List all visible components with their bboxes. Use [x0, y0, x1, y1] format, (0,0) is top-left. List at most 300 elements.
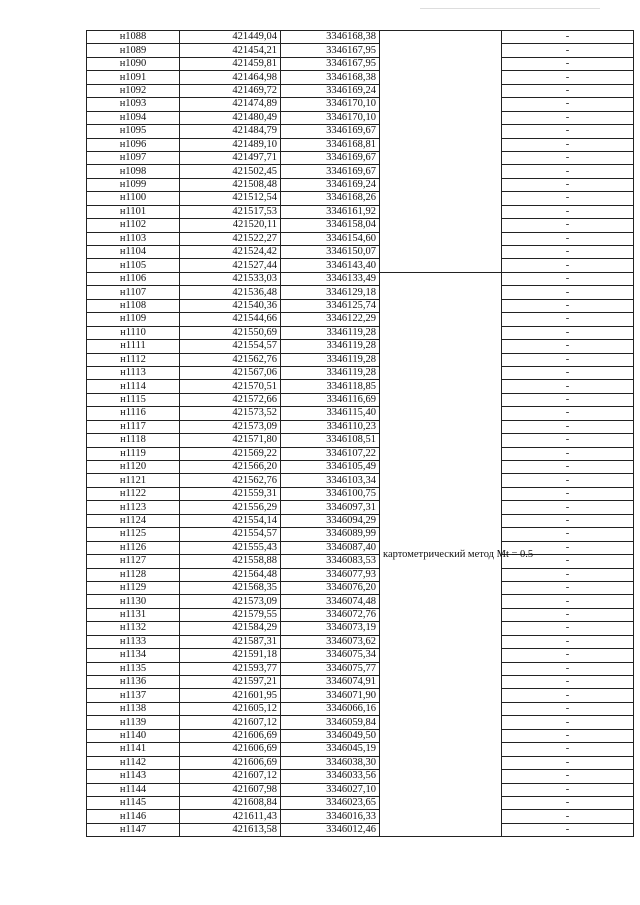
table-row — [87, 259, 634, 272]
y-coordinate-cell: 3346118,85 — [281, 380, 380, 393]
x-coordinate-cell: 421579,55 — [180, 608, 281, 621]
y-coordinate-cell: 3346119,28 — [281, 366, 380, 379]
dash-cell: - — [502, 434, 634, 447]
dash-cell: - — [502, 823, 634, 836]
y-coordinate-cell: 3346089,99 — [281, 528, 380, 541]
x-coordinate-cell: 421572,66 — [180, 393, 281, 406]
point-id-cell: н1090 — [87, 57, 180, 70]
point-id-cell: н1094 — [87, 111, 180, 124]
dash-cell: - — [502, 487, 634, 500]
dash-cell: - — [502, 756, 634, 769]
table-row — [87, 541, 634, 554]
point-id-cell: н1137 — [87, 689, 180, 702]
dash-cell: - — [502, 326, 634, 339]
point-id-cell: н1136 — [87, 676, 180, 689]
table-row — [87, 353, 634, 366]
x-coordinate-cell: 421593,77 — [180, 662, 281, 675]
point-id-cell: н1128 — [87, 568, 180, 581]
dash-cell: - — [502, 272, 634, 285]
dash-cell: - — [502, 31, 634, 44]
method-note-cell: картометрический метод Mt = 0.5 — [380, 272, 502, 836]
table-row — [87, 743, 634, 756]
x-coordinate-cell: 421554,57 — [180, 528, 281, 541]
y-coordinate-cell: 3346107,22 — [281, 447, 380, 460]
x-coordinate-cell: 421569,22 — [180, 447, 281, 460]
scan-artifact — [420, 8, 600, 9]
dash-cell: - — [502, 461, 634, 474]
y-coordinate-cell: 3346150,07 — [281, 246, 380, 259]
dash-cell: - — [502, 192, 634, 205]
y-coordinate-cell: 3346125,74 — [281, 299, 380, 312]
x-coordinate-cell: 421559,31 — [180, 487, 281, 500]
x-coordinate-cell: 421550,69 — [180, 326, 281, 339]
table-row — [87, 635, 634, 648]
x-coordinate-cell: 421524,42 — [180, 246, 281, 259]
table-row — [87, 796, 634, 809]
table-row — [87, 125, 634, 138]
y-coordinate-cell: 3346119,28 — [281, 353, 380, 366]
x-coordinate-cell: 421587,31 — [180, 635, 281, 648]
table-row — [87, 151, 634, 164]
y-coordinate-cell: 3346023,65 — [281, 796, 380, 809]
table-row — [87, 501, 634, 514]
x-coordinate-cell: 421527,44 — [180, 259, 281, 272]
x-coordinate-cell: 421484,79 — [180, 125, 281, 138]
dash-cell: - — [502, 528, 634, 541]
y-coordinate-cell: 3346012,46 — [281, 823, 380, 836]
y-coordinate-cell: 3346129,18 — [281, 286, 380, 299]
dash-cell: - — [502, 676, 634, 689]
x-coordinate-cell: 421544,66 — [180, 313, 281, 326]
point-id-cell: н1108 — [87, 299, 180, 312]
x-coordinate-cell: 421570,51 — [180, 380, 281, 393]
dash-cell: - — [502, 125, 634, 138]
y-coordinate-cell: 3346076,20 — [281, 581, 380, 594]
x-coordinate-cell: 421573,09 — [180, 420, 281, 433]
dash-cell: - — [502, 259, 634, 272]
point-id-cell: н1116 — [87, 407, 180, 420]
point-id-cell: н1118 — [87, 434, 180, 447]
point-id-cell: н1121 — [87, 474, 180, 487]
point-id-cell: н1120 — [87, 461, 180, 474]
y-coordinate-cell: 3346027,10 — [281, 783, 380, 796]
dash-cell: - — [502, 151, 634, 164]
y-coordinate-cell: 3346167,95 — [281, 44, 380, 57]
point-id-cell: н1141 — [87, 743, 180, 756]
method-cell-empty — [380, 31, 502, 273]
table-row — [87, 407, 634, 420]
x-coordinate-cell: 421508,48 — [180, 178, 281, 191]
dash-cell: - — [502, 420, 634, 433]
y-coordinate-cell: 3346158,04 — [281, 219, 380, 232]
x-coordinate-cell: 421591,18 — [180, 649, 281, 662]
table-row — [87, 326, 634, 339]
dash-cell: - — [502, 165, 634, 178]
table-row — [87, 420, 634, 433]
point-id-cell: н1145 — [87, 796, 180, 809]
y-coordinate-cell: 3346169,67 — [281, 165, 380, 178]
x-coordinate-cell: 421480,49 — [180, 111, 281, 124]
point-id-cell: н1105 — [87, 259, 180, 272]
point-id-cell: н1147 — [87, 823, 180, 836]
point-id-cell: н1119 — [87, 447, 180, 460]
y-coordinate-cell: 3346094,29 — [281, 514, 380, 527]
y-coordinate-cell: 3346168,38 — [281, 31, 380, 44]
dash-cell: - — [502, 353, 634, 366]
point-id-cell: н1146 — [87, 810, 180, 823]
table-row — [87, 57, 634, 70]
table-row — [87, 71, 634, 84]
point-id-cell: н1099 — [87, 178, 180, 191]
y-coordinate-cell: 3346119,28 — [281, 326, 380, 339]
dash-cell: - — [502, 729, 634, 742]
x-coordinate-cell: 421536,48 — [180, 286, 281, 299]
y-coordinate-cell: 3346103,34 — [281, 474, 380, 487]
x-coordinate-cell: 421601,95 — [180, 689, 281, 702]
dash-cell: - — [502, 366, 634, 379]
y-coordinate-cell: 3346168,81 — [281, 138, 380, 151]
table-row — [87, 380, 634, 393]
point-id-cell: н1117 — [87, 420, 180, 433]
dash-cell: - — [502, 783, 634, 796]
point-id-cell: н1091 — [87, 71, 180, 84]
point-id-cell: н1133 — [87, 635, 180, 648]
x-coordinate-cell: 421464,98 — [180, 71, 281, 84]
x-coordinate-cell: 421556,29 — [180, 501, 281, 514]
y-coordinate-cell: 3346161,92 — [281, 205, 380, 218]
y-coordinate-cell: 3346110,23 — [281, 420, 380, 433]
dash-cell: - — [502, 555, 634, 568]
dash-cell: - — [502, 608, 634, 621]
table-row — [87, 595, 634, 608]
table-row — [87, 622, 634, 635]
x-coordinate-cell: 421606,69 — [180, 729, 281, 742]
table-row — [87, 528, 634, 541]
table-row — [87, 729, 634, 742]
point-id-cell: н1132 — [87, 622, 180, 635]
dash-cell: - — [502, 138, 634, 151]
x-coordinate-cell: 421558,88 — [180, 555, 281, 568]
x-coordinate-cell: 421566,20 — [180, 461, 281, 474]
table-row — [87, 555, 634, 568]
table-row — [87, 165, 634, 178]
y-coordinate-cell: 3346016,33 — [281, 810, 380, 823]
x-coordinate-cell: 421564,48 — [180, 568, 281, 581]
dash-cell: - — [502, 57, 634, 70]
y-coordinate-cell: 3346077,93 — [281, 568, 380, 581]
dash-cell: - — [502, 340, 634, 353]
x-coordinate-cell: 421606,69 — [180, 756, 281, 769]
point-id-cell: н1104 — [87, 246, 180, 259]
y-coordinate-cell: 3346108,51 — [281, 434, 380, 447]
table-row — [87, 111, 634, 124]
point-id-cell: н1134 — [87, 649, 180, 662]
table-row — [87, 44, 634, 57]
y-coordinate-cell: 3346169,24 — [281, 178, 380, 191]
y-coordinate-cell: 3346083,53 — [281, 555, 380, 568]
table-row — [87, 272, 634, 285]
point-id-cell: н1125 — [87, 528, 180, 541]
x-coordinate-cell: 421474,89 — [180, 98, 281, 111]
table-row — [87, 702, 634, 715]
coordinates-table — [86, 30, 634, 837]
dash-cell: - — [502, 380, 634, 393]
x-coordinate-cell: 421502,45 — [180, 165, 281, 178]
x-coordinate-cell: 421611,43 — [180, 810, 281, 823]
point-id-cell: н1107 — [87, 286, 180, 299]
dash-cell: - — [502, 98, 634, 111]
x-coordinate-cell: 421555,43 — [180, 541, 281, 554]
y-coordinate-cell: 3346075,77 — [281, 662, 380, 675]
y-coordinate-cell: 3346097,31 — [281, 501, 380, 514]
table-row — [87, 568, 634, 581]
x-coordinate-cell: 421522,27 — [180, 232, 281, 245]
point-id-cell: н1095 — [87, 125, 180, 138]
point-id-cell: н1138 — [87, 702, 180, 715]
y-coordinate-cell: 3346073,62 — [281, 635, 380, 648]
y-coordinate-cell: 3346074,48 — [281, 595, 380, 608]
x-coordinate-cell: 421573,09 — [180, 595, 281, 608]
y-coordinate-cell: 3346168,38 — [281, 71, 380, 84]
y-coordinate-cell: 3346170,10 — [281, 98, 380, 111]
dash-cell: - — [502, 702, 634, 715]
point-id-cell: н1114 — [87, 380, 180, 393]
y-coordinate-cell: 3346049,50 — [281, 729, 380, 742]
dash-cell: - — [502, 595, 634, 608]
point-id-cell: н1096 — [87, 138, 180, 151]
y-coordinate-cell: 3346169,67 — [281, 151, 380, 164]
table-row — [87, 514, 634, 527]
table-row — [87, 676, 634, 689]
table-row — [87, 98, 634, 111]
table-row — [87, 756, 634, 769]
x-coordinate-cell: 421567,06 — [180, 366, 281, 379]
table-row — [87, 192, 634, 205]
dash-cell: - — [502, 407, 634, 420]
table-row — [87, 581, 634, 594]
y-coordinate-cell: 3346105,49 — [281, 461, 380, 474]
dash-cell: - — [502, 649, 634, 662]
y-coordinate-cell: 3346154,60 — [281, 232, 380, 245]
table-row — [87, 662, 634, 675]
dash-cell: - — [502, 514, 634, 527]
x-coordinate-cell: 421554,14 — [180, 514, 281, 527]
y-coordinate-cell: 3346033,56 — [281, 770, 380, 783]
point-id-cell: н1142 — [87, 756, 180, 769]
y-coordinate-cell: 3346066,16 — [281, 702, 380, 715]
x-coordinate-cell: 421512,54 — [180, 192, 281, 205]
dash-cell: - — [502, 232, 634, 245]
x-coordinate-cell: 421608,84 — [180, 796, 281, 809]
point-id-cell: н1088 — [87, 31, 180, 44]
dash-cell: - — [502, 299, 634, 312]
dash-cell: - — [502, 716, 634, 729]
x-coordinate-cell: 421497,71 — [180, 151, 281, 164]
x-coordinate-cell: 421597,21 — [180, 676, 281, 689]
table-row — [87, 84, 634, 97]
y-coordinate-cell: 3346045,19 — [281, 743, 380, 756]
y-coordinate-cell: 3346075,34 — [281, 649, 380, 662]
table-row — [87, 205, 634, 218]
x-coordinate-cell: 421554,57 — [180, 340, 281, 353]
point-id-cell: н1131 — [87, 608, 180, 621]
x-coordinate-cell: 421520,11 — [180, 219, 281, 232]
table-row — [87, 810, 634, 823]
dash-cell: - — [502, 743, 634, 756]
x-coordinate-cell: 421607,98 — [180, 783, 281, 796]
table-row — [87, 313, 634, 326]
x-coordinate-cell: 421459,81 — [180, 57, 281, 70]
point-id-cell: н1135 — [87, 662, 180, 675]
x-coordinate-cell: 421469,72 — [180, 84, 281, 97]
dash-cell: - — [502, 662, 634, 675]
point-id-cell: н1124 — [87, 514, 180, 527]
x-coordinate-cell: 421571,80 — [180, 434, 281, 447]
x-coordinate-cell: 421562,76 — [180, 353, 281, 366]
x-coordinate-cell: 421607,12 — [180, 770, 281, 783]
y-coordinate-cell: 3346122,29 — [281, 313, 380, 326]
table-row — [87, 770, 634, 783]
table-row — [87, 434, 634, 447]
y-coordinate-cell: 3346170,10 — [281, 111, 380, 124]
y-coordinate-cell: 3346116,69 — [281, 393, 380, 406]
y-coordinate-cell: 3346038,30 — [281, 756, 380, 769]
dash-cell: - — [502, 770, 634, 783]
dash-cell: - — [502, 205, 634, 218]
point-id-cell: н1130 — [87, 595, 180, 608]
table-row — [87, 299, 634, 312]
point-id-cell: н1129 — [87, 581, 180, 594]
point-id-cell: н1112 — [87, 353, 180, 366]
dash-cell: - — [502, 84, 634, 97]
dash-cell: - — [502, 810, 634, 823]
table-row — [87, 366, 634, 379]
point-id-cell: н1103 — [87, 232, 180, 245]
table-row — [87, 783, 634, 796]
point-id-cell: н1106 — [87, 272, 180, 285]
y-coordinate-cell: 3346072,76 — [281, 608, 380, 621]
x-coordinate-cell: 421517,53 — [180, 205, 281, 218]
x-coordinate-cell: 421568,35 — [180, 581, 281, 594]
y-coordinate-cell: 3346115,40 — [281, 407, 380, 420]
point-id-cell: н1098 — [87, 165, 180, 178]
y-coordinate-cell: 3346059,84 — [281, 716, 380, 729]
y-coordinate-cell: 3346074,91 — [281, 676, 380, 689]
point-id-cell: н1115 — [87, 393, 180, 406]
table-row — [87, 689, 634, 702]
y-coordinate-cell: 3346169,67 — [281, 125, 380, 138]
point-id-cell: н1126 — [87, 541, 180, 554]
table-row — [87, 138, 634, 151]
table-row — [87, 340, 634, 353]
dash-cell: - — [502, 447, 634, 460]
y-coordinate-cell: 3346169,24 — [281, 84, 380, 97]
x-coordinate-cell: 421613,58 — [180, 823, 281, 836]
point-id-cell: н1109 — [87, 313, 180, 326]
table-row — [87, 286, 634, 299]
dash-cell: - — [502, 393, 634, 406]
dash-cell: - — [502, 581, 634, 594]
dash-cell: - — [502, 313, 634, 326]
x-coordinate-cell: 421606,69 — [180, 743, 281, 756]
dash-cell: - — [502, 219, 634, 232]
point-id-cell: н1092 — [87, 84, 180, 97]
point-id-cell: н1110 — [87, 326, 180, 339]
x-coordinate-cell: 421489,10 — [180, 138, 281, 151]
point-id-cell: н1113 — [87, 366, 180, 379]
point-id-cell: н1123 — [87, 501, 180, 514]
point-id-cell: н1101 — [87, 205, 180, 218]
coordinates-table-body — [87, 31, 634, 837]
point-id-cell: н1100 — [87, 192, 180, 205]
x-coordinate-cell: 421607,12 — [180, 716, 281, 729]
table-row — [87, 461, 634, 474]
table-row — [87, 178, 634, 191]
x-coordinate-cell: 421573,52 — [180, 407, 281, 420]
point-id-cell: н1093 — [87, 98, 180, 111]
dash-cell: - — [502, 246, 634, 259]
y-coordinate-cell: 3346119,28 — [281, 340, 380, 353]
point-id-cell: н1111 — [87, 340, 180, 353]
dash-cell: - — [502, 541, 634, 554]
table-row — [87, 246, 634, 259]
x-coordinate-cell: 421533,03 — [180, 272, 281, 285]
x-coordinate-cell: 421449,04 — [180, 31, 281, 44]
x-coordinate-cell: 421562,76 — [180, 474, 281, 487]
y-coordinate-cell: 3346087,40 — [281, 541, 380, 554]
table-row — [87, 393, 634, 406]
y-coordinate-cell: 3346133,49 — [281, 272, 380, 285]
table-row — [87, 447, 634, 460]
dash-cell: - — [502, 568, 634, 581]
point-id-cell: н1144 — [87, 783, 180, 796]
point-id-cell: н1097 — [87, 151, 180, 164]
dash-cell: - — [502, 44, 634, 57]
x-coordinate-cell: 421605,12 — [180, 702, 281, 715]
dash-cell: - — [502, 71, 634, 84]
point-id-cell: н1122 — [87, 487, 180, 500]
y-coordinate-cell: 3346100,75 — [281, 487, 380, 500]
y-coordinate-cell: 3346167,95 — [281, 57, 380, 70]
dash-cell: - — [502, 178, 634, 191]
dash-cell: - — [502, 286, 634, 299]
y-coordinate-cell: 3346143,40 — [281, 259, 380, 272]
y-coordinate-cell: 3346073,19 — [281, 622, 380, 635]
table-row — [87, 31, 634, 44]
y-coordinate-cell: 3346168,26 — [281, 192, 380, 205]
dash-cell: - — [502, 501, 634, 514]
point-id-cell: н1127 — [87, 555, 180, 568]
table-row — [87, 219, 634, 232]
point-id-cell: н1139 — [87, 716, 180, 729]
point-id-cell: н1102 — [87, 219, 180, 232]
point-id-cell: н1143 — [87, 770, 180, 783]
table-row — [87, 474, 634, 487]
y-coordinate-cell: 3346071,90 — [281, 689, 380, 702]
dash-cell: - — [502, 622, 634, 635]
dash-cell: - — [502, 796, 634, 809]
table-row — [87, 608, 634, 621]
table-row — [87, 232, 634, 245]
table-row — [87, 823, 634, 836]
point-id-cell: н1140 — [87, 729, 180, 742]
dash-cell: - — [502, 474, 634, 487]
x-coordinate-cell: 421584,29 — [180, 622, 281, 635]
dash-cell: - — [502, 111, 634, 124]
table-row — [87, 716, 634, 729]
dash-cell: - — [502, 635, 634, 648]
table-row — [87, 649, 634, 662]
